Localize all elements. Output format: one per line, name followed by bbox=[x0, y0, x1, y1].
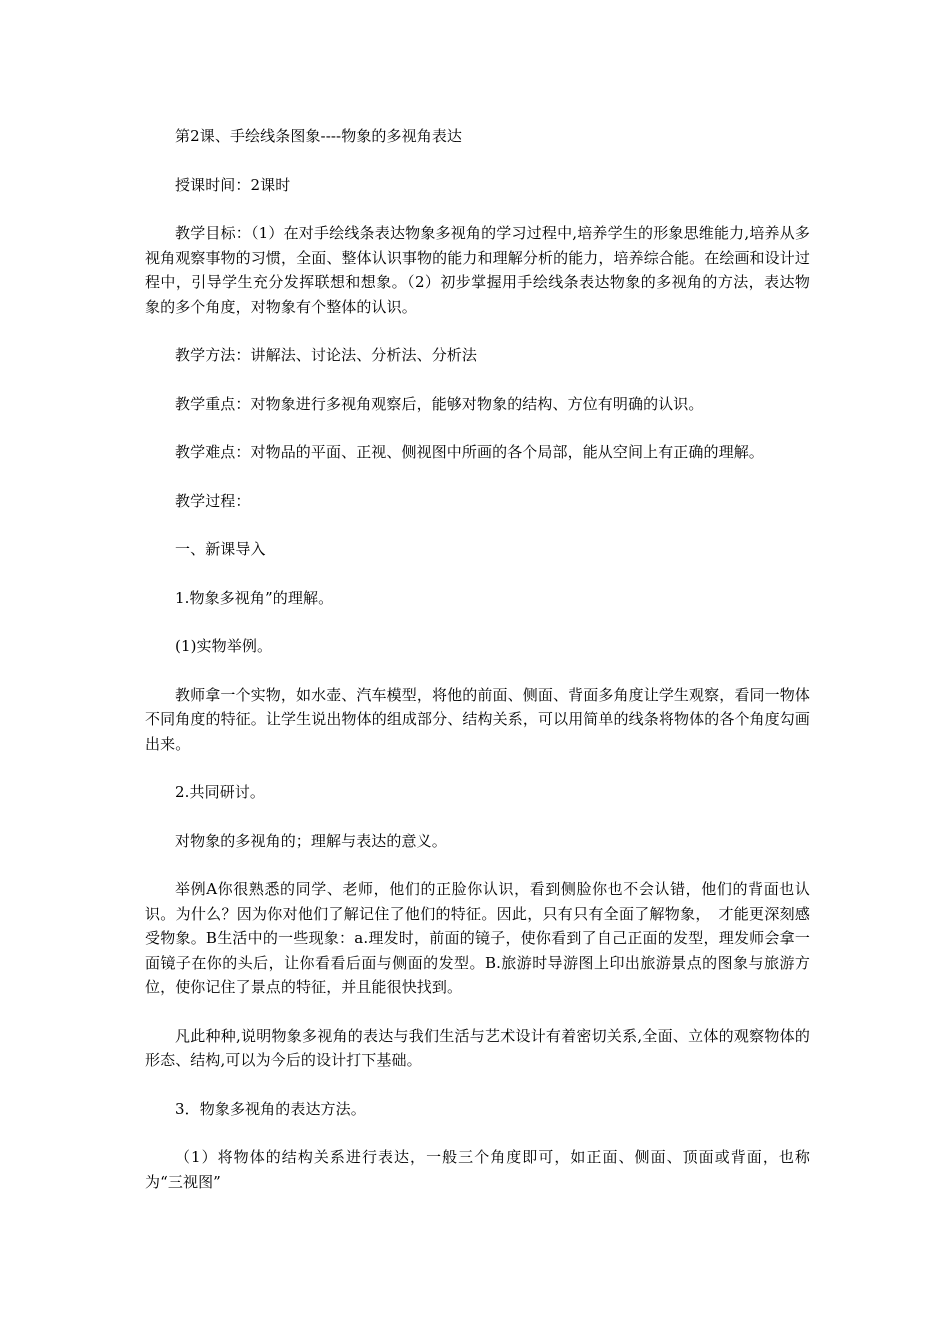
teaching-method: 教学方法：讲解法、讨论法、分析法、分析法 bbox=[175, 346, 478, 364]
teaching-goal: 教学目标：（1）在对手绘线条表达物象多视角的学习过程中,培养学生的形象思维能力,培养从多视角观察事物的习惯，全面、整体认识事物的能力和理解分析的能力，培养综合能。在绘画和设计过程中，引导学生充分发挥联想和想象。（2）初步掌握用手绘线条表达物象的多视角的方法，表达物象的多个角度，对物象有个整体的认识。 bbox=[145, 224, 810, 316]
item-1-1-text: 教师拿一个实物，如水壶、汽车模型，将他的前面、侧面、背面多角度让学生观察，看同一物体不同角度的特征。让学生说出物体的组成部分、结构关系，可以用简单的线条将物体的各个角度勾画出来。 bbox=[145, 685, 810, 753]
document-page bbox=[145, 124, 810, 1218]
section-1-heading: 一、新课导入 bbox=[175, 540, 266, 558]
example-text: 举例A你很熟悉的同学、老师，他们的正脸你认识，看到侧脸你也不会认错，他们的背面也认识。为什么？因为你对他们了解记住了他们的特征。因此，只有只有全面了解物象， 才能更深刻感受物象。B生活中的一些现象：a.理发时，前面的镜子，使你看到了自己正面的发型，理发师会拿一面镜子在你的头后，让你看看后面与侧面的发型。B.旅游时导游图上印出旅游景点的图象与旅游方位，使你记住了景点的特征，并且能很快找到。 bbox=[145, 880, 810, 996]
item-1-heading: 1.物象多视角”的理解。 bbox=[175, 588, 334, 607]
process-heading: 教学过程： bbox=[175, 491, 251, 510]
item-1-1-heading: (1)实物举例。 bbox=[175, 637, 273, 655]
difficulty: 教学难点：对物品的平面、正视、侧视图中所画的各个局部，能从空间上有正确的理解。 bbox=[175, 443, 764, 461]
item-3-1-text: （1）将物体的结构关系进行表达，一般三个角度即可，如正面、侧面、顶面或背面，也称为“三视图” bbox=[145, 1148, 810, 1191]
item-2-heading: 2.共同研讨。 bbox=[175, 783, 266, 801]
class-time: 授课时间：2课时 bbox=[175, 175, 291, 194]
item-2-text: 对物象的多视角的；理解与表达的意义。 bbox=[175, 831, 447, 850]
item-3-heading: 3．物象多视角的表达方法。 bbox=[175, 1099, 366, 1118]
summary-text: 凡此种种,说明物象多视角的表达与我们生活与艺术设计有着密切关系,全面、立体的观察物体的形态、结构,可以为今后的设计打下基础。 bbox=[145, 1026, 810, 1069]
lesson-title: 第2课、手绘线条图象----物象的多视角表达 bbox=[175, 127, 463, 145]
key-point: 教学重点：对物象进行多视角观察后，能够对物象的结构、方位有明确的认识。 bbox=[175, 394, 704, 413]
